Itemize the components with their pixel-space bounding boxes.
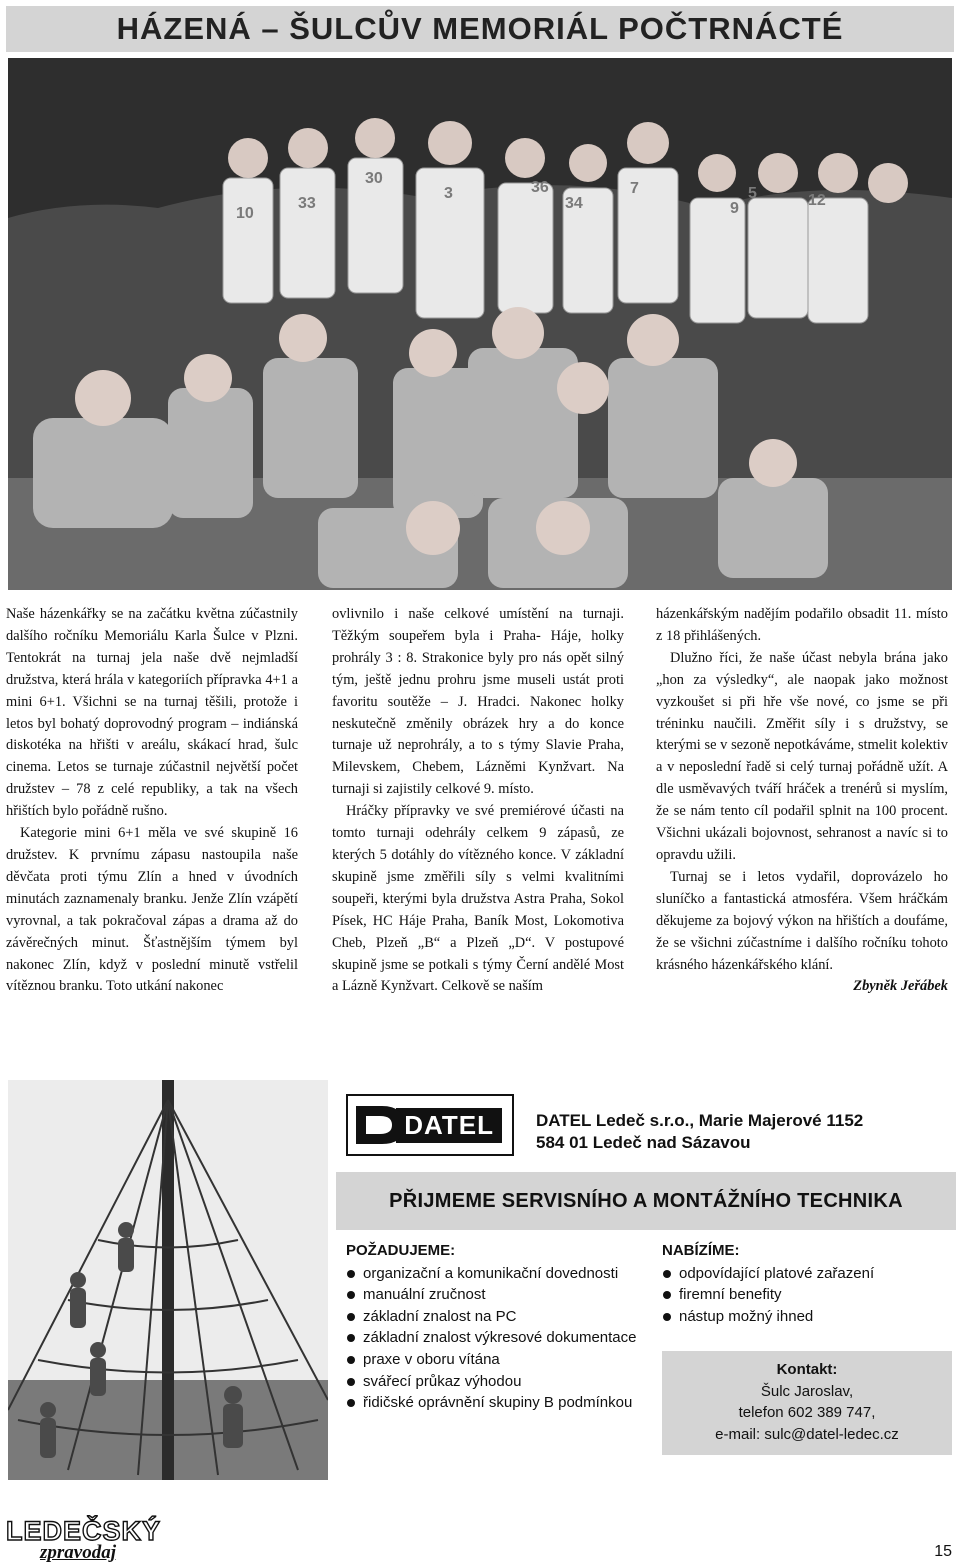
newspaper-logo bbox=[6, 1518, 176, 1562]
article-paragraph: Turnaj se i letos vydařil, doprovázelo ho sluníčko a fantastická atmosféra. Všem hráčkám děkujeme za bojový výkon na hřištích a doufáme, že se všichni zúčastníme i dalšího ročníku tohoto krásného házenkářského klání. bbox=[656, 868, 948, 973]
list-item: základní znalost výkresové dokumentace bbox=[346, 1327, 646, 1349]
team-photo-illustration bbox=[8, 58, 952, 590]
offers-block bbox=[662, 1240, 952, 1327]
contact-title: Kontakt: bbox=[776, 1361, 838, 1378]
newspaper-logo-title: LEDEČSKÝ bbox=[6, 1516, 162, 1546]
article-paragraph: Kategorie mini 6+1 měla ve své skupině 16 družstev. K prvnímu zápasu nastoupila naše děvčata proti týmu Zlín a hned v úvodních minutách zaznamenaly branku. Jenže Zlín vzápětí vyrovnal, a tak pokračoval zápas a drama až do závěrečných minut. Šťastnějším týmem byl nakonec Zlín, když v poslední minutě vstřelil vítěznou branku. Toto utkání nakonec bbox=[6, 825, 298, 995]
list-item: organizační a komunikační dovednosti bbox=[346, 1263, 646, 1285]
article-author: Zbyněk Jeřábek bbox=[853, 978, 948, 995]
shirt-number: 9 bbox=[730, 200, 739, 217]
shirt-number: 5 bbox=[748, 185, 757, 202]
list-item: základní znalost na PC bbox=[346, 1306, 646, 1328]
shirt-number: 12 bbox=[808, 192, 826, 209]
list-item: manuální zručnost bbox=[346, 1284, 646, 1306]
datel-logo bbox=[346, 1094, 514, 1156]
article-column-2 bbox=[332, 604, 624, 998]
datel-logo-mark-icon bbox=[352, 1100, 410, 1150]
newspaper-logo-subtitle: zpravodaj bbox=[40, 1542, 116, 1563]
datel-logo-text: DATEL bbox=[396, 1108, 502, 1143]
shirt-number: 34 bbox=[565, 195, 583, 212]
headline-bar bbox=[6, 6, 954, 52]
company-line: 584 01 Ledeč nad Sázavou bbox=[536, 1133, 751, 1152]
list-item: řidičské oprávnění skupiny B podmínkou bbox=[346, 1392, 646, 1414]
list-item: svářecí průkaz výhodou bbox=[346, 1371, 646, 1393]
shirt-number: 7 bbox=[630, 180, 639, 197]
list-item: praxe v oboru vítána bbox=[346, 1349, 646, 1371]
article-paragraph: Naše házenkářky se na začátku května zúčastnily dalšího ročníku Memoriálu Karla Šulce v Plzni. Tentokrát na turnaj jela naše dvě nejmladší družstva, která hrála v kategoriích přípravka 4+1 a mini 6+1. Všichni se na turnaj těšili, protože i letos byl bohatý doprovodný program – indiánská diskotéka na hřišti v areálu, skákací hrad, šulc cinema. Letos se turnaje zúčastnil největší počet družstev – 78 z celé republiky, a tak na všech hřištích bylo pořádně rušno. bbox=[6, 606, 298, 820]
article-headline: HÁZENÁ – ŠULCŮV MEMORIÁL POČTRNÁCTÉ bbox=[116, 11, 844, 46]
list-item: nástup možný ihned bbox=[662, 1306, 952, 1328]
requirements-block bbox=[346, 1240, 646, 1414]
team-photo bbox=[8, 58, 952, 590]
article-column-1 bbox=[6, 604, 298, 998]
page-number: 15 bbox=[934, 1543, 952, 1560]
contact-box bbox=[662, 1351, 952, 1455]
shirt-number: 3 bbox=[444, 185, 453, 202]
contact-name: Šulc Jaroslav, bbox=[760, 1382, 854, 1400]
company-address bbox=[536, 1110, 863, 1154]
article-paragraph: házenkářským nadějím podařilo obsadit 11. místo z 18 přihlášených. bbox=[656, 606, 948, 644]
offers-title: NABÍZÍME: bbox=[662, 1242, 740, 1259]
list-item: odpovídající platové zařazení bbox=[662, 1263, 952, 1285]
playground-photo-illustration bbox=[8, 1080, 328, 1480]
article-column-3 bbox=[656, 604, 948, 998]
playground-photo bbox=[8, 1080, 328, 1480]
requirements-list bbox=[346, 1263, 646, 1414]
shirt-number: 36 bbox=[531, 179, 549, 196]
datel-advertisement bbox=[336, 1080, 956, 1478]
ad-heading: PŘIJMEME SERVISNÍHO A MONTÁŽNÍHO TECHNIKA bbox=[336, 1172, 956, 1230]
list-item: firemní benefity bbox=[662, 1284, 952, 1306]
article-paragraph: Hráčky přípravky ve své premiérové účasti na tomto turnaji odehrály celkem 9 zápasů, ze kterých 5 dotáhly do vítězného konce. V základní skupině jsme změřili síly s velmi kvalitními soupeři, kterými byla družstva Astra Praha, Sokol Písek, HC Háje Praha, Baník Most, Lokomotiva Cheb, Plzeň „B“ a Plzeň „D“. V postupové skupině jsme se potkali s týmy Černí andělé Most a Lázně Kynžvart. Celkově se naším bbox=[332, 803, 624, 995]
company-line: DATEL Ledeč s.r.o., Marie Majerové 1152 bbox=[536, 1111, 864, 1130]
offers-list bbox=[662, 1263, 952, 1328]
contact-email[interactable]: e-mail: sulc@datel-ledec.cz bbox=[715, 1425, 899, 1443]
shirt-number: 30 bbox=[365, 170, 383, 187]
contact-phone[interactable]: telefon 602 389 747, bbox=[738, 1404, 876, 1422]
requirements-title: POŽADUJEME: bbox=[346, 1242, 456, 1259]
article-paragraph: Dlužno říci, že naše účast nebyla brána jako „hon za výsledky“, ale naopak jako možnost vyzkoušet si při hře vše nové, co jsme se při tréninku naučili. Změřit síly i s družstvy, se kterými se v sezoně nepotkáváme, stmelit kolektiv a v neposlední řadě si celý turnaj pořádně užít. A dle usměvavých tváří hráček a trenérů si myslím, že se nám tento cíl podařil splnit na 100 procent. Všichni ukázali bojovnost, sehranost a navíc si to opravdu užili. bbox=[656, 649, 948, 863]
article-paragraph: ovlivnilo i naše celkové umístění na turnaji. Těžkým soupeřem byla i Praha- Háje, holky prohrály 3 : 8. Strakonice byly pro nás opět silný tým, ještě jednu prohru jsme museli ustát proti favoritu soutěže – J. Hradci. Nakonec holky neskutečně změnily obrázek hry a do konce turnaje už neprohrály, a to s týmy Slavie Praha, Milevskem, Chebem, Lázněmi Kynžvart. Na turnaji si zajistily celkové 9. místo. bbox=[332, 606, 624, 798]
shirt-number: 33 bbox=[298, 195, 316, 212]
shirt-number: 10 bbox=[236, 205, 254, 222]
